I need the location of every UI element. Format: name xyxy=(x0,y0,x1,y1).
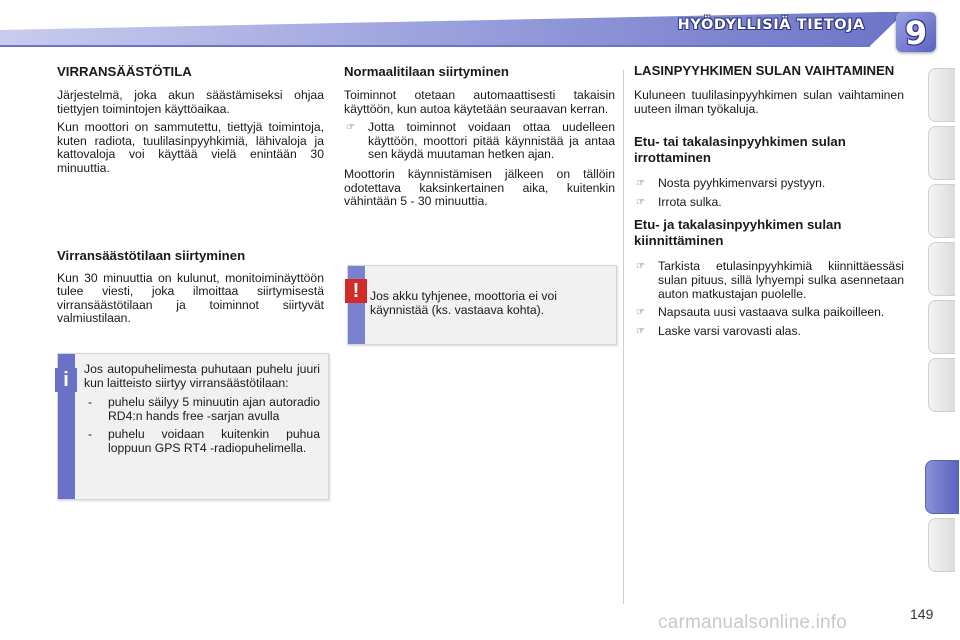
chapter-tab-10[interactable] xyxy=(928,518,955,572)
column-right xyxy=(634,62,904,344)
section-title: HYÖDYLLISIÄ TIETOJA xyxy=(677,17,865,33)
column-middle xyxy=(344,64,615,214)
info-text xyxy=(84,363,320,461)
list-item: ☞ Jotta toiminnot voidaan ottaa uudelleen käyttöön, moottori pitää käynnistää ja antaa sen käydä muutaman hetken ajan. xyxy=(346,120,615,162)
list-item: - puhelu säilyy 5 minuutin ajan autoradio RD4:n hands free -sarjan avulla xyxy=(88,395,320,423)
chapter-badge[interactable] xyxy=(896,12,936,52)
info-icon: i xyxy=(55,368,77,392)
chapter-tab-1[interactable] xyxy=(928,68,955,122)
list-item: - puhelu voidaan kuitenkin puhua loppuun GPS RT4 -radiopuhelimella. xyxy=(88,427,320,455)
bullet-list xyxy=(344,121,615,162)
info-box xyxy=(57,353,329,500)
dash-marker: - xyxy=(88,395,93,410)
heading-normaalitilaan: Normaalitilaan siirtyminen xyxy=(344,64,509,79)
warning-text: Jos akku tyhjenee, moottoria ei voi käynnistää (ks. vastaava kohta). xyxy=(370,289,557,317)
chapter-tab-5[interactable] xyxy=(928,300,955,354)
list-item: ☞ Tarkista etulasinpyyhkimiä kiinnittäessäsi sulan pituus, sillä lyhyempi sulka asennetaan auton matkustajan puolelle. xyxy=(636,259,904,301)
finger-pointer-icon: ☞ xyxy=(636,307,645,319)
column-left xyxy=(57,64,324,331)
paragraph: Toiminnot otetaan automaattisesti takaisin käyttöön, kun autoa käytetään seuraavan kerran. xyxy=(344,88,615,116)
finger-pointer-icon: ☞ xyxy=(636,196,645,208)
subheading-virransaastotilaan: Virransäästötilaan siirtyminen xyxy=(57,247,246,263)
list-item: ☞ Laske varsi varovasti alas. xyxy=(636,323,801,338)
chapter-tab-4[interactable] xyxy=(928,242,955,296)
list-item: ☞ Irrota sulka. xyxy=(636,194,722,209)
info-intro: Jos autopuhelimesta puhutaan puhelu juuri kun laitteisto siirtyy virransäästötilaan: xyxy=(84,362,320,390)
dash-marker: - xyxy=(88,427,93,442)
bullet-list xyxy=(634,260,904,338)
paragraph: Moottorin käynnistämisen jälkeen on tällöin odotettava kaksinkertainen aika, kuitenkin vähintään 5 - 30 minuuttia. xyxy=(344,166,615,209)
paragraph: Kun 30 minuuttia on kulunut, monitoiminäyttöön tulee viesti, joka ilmoittaa siirtymisestä virransäästötilaan ja toiminnot siirtyvät valmiustilaan. xyxy=(57,270,324,326)
heading-virransaastotila: VIRRANSÄÄSTÖTILA xyxy=(57,64,192,79)
bullet-list xyxy=(634,177,904,209)
page-number: 149 xyxy=(910,606,934,622)
warning-stripe xyxy=(348,266,365,344)
list-item: ☞ Nosta pyyhkimenvarsi pystyyn. xyxy=(636,176,826,191)
chapter-tab-2[interactable] xyxy=(928,126,955,180)
chapter-tab-6[interactable] xyxy=(928,358,955,412)
chapter-tab-9-active[interactable] xyxy=(925,460,959,514)
paragraph: Järjestelmä, joka akun säästämiseksi ohjaa tiettyjen toimintojen käyttöaikaa. xyxy=(57,88,324,116)
chapter-tab-3[interactable] xyxy=(928,184,955,238)
finger-pointer-icon: ☞ xyxy=(636,261,645,273)
warning-box xyxy=(347,265,617,345)
list-item: ☞ Napsauta uusi vastaava sulka paikoilleen. xyxy=(636,305,885,320)
finger-pointer-icon: ☞ xyxy=(636,325,645,337)
heading-lasinpyyhkimen: LASINPYYHKIMEN SULAN VAIHTAMINEN xyxy=(634,63,895,78)
paragraph: Kuluneen tuulilasinpyyhkimen sulan vaihtaminen uuteen ilman työkaluja. xyxy=(634,88,904,116)
column-divider xyxy=(623,70,624,604)
finger-pointer-icon: ☞ xyxy=(636,178,645,190)
chapter-number: 9 xyxy=(904,14,928,52)
subheading-irrottaminen: Etu- tai takalasinpyyhkimen sulan irrottaminen xyxy=(634,134,846,166)
exclamation-icon: ! xyxy=(345,279,367,303)
watermark[interactable]: carmanualsonline.info xyxy=(658,612,848,633)
finger-pointer-icon: ☞ xyxy=(346,122,355,134)
chapter-tabs xyxy=(928,68,960,576)
subheading-kiinnittaminen: Etu- ja takalasinpyyhkimen sulan kiinnittäminen xyxy=(634,217,842,249)
info-list xyxy=(84,396,320,455)
paragraph: Kun moottori on sammutettu, tiettyjä toimintoja, kuten radiota, tuulilasinpyyhkimiä, lähivaloja ja kattovaloja voi käyttää vielä enintään 30 minuuttia. xyxy=(57,120,324,175)
